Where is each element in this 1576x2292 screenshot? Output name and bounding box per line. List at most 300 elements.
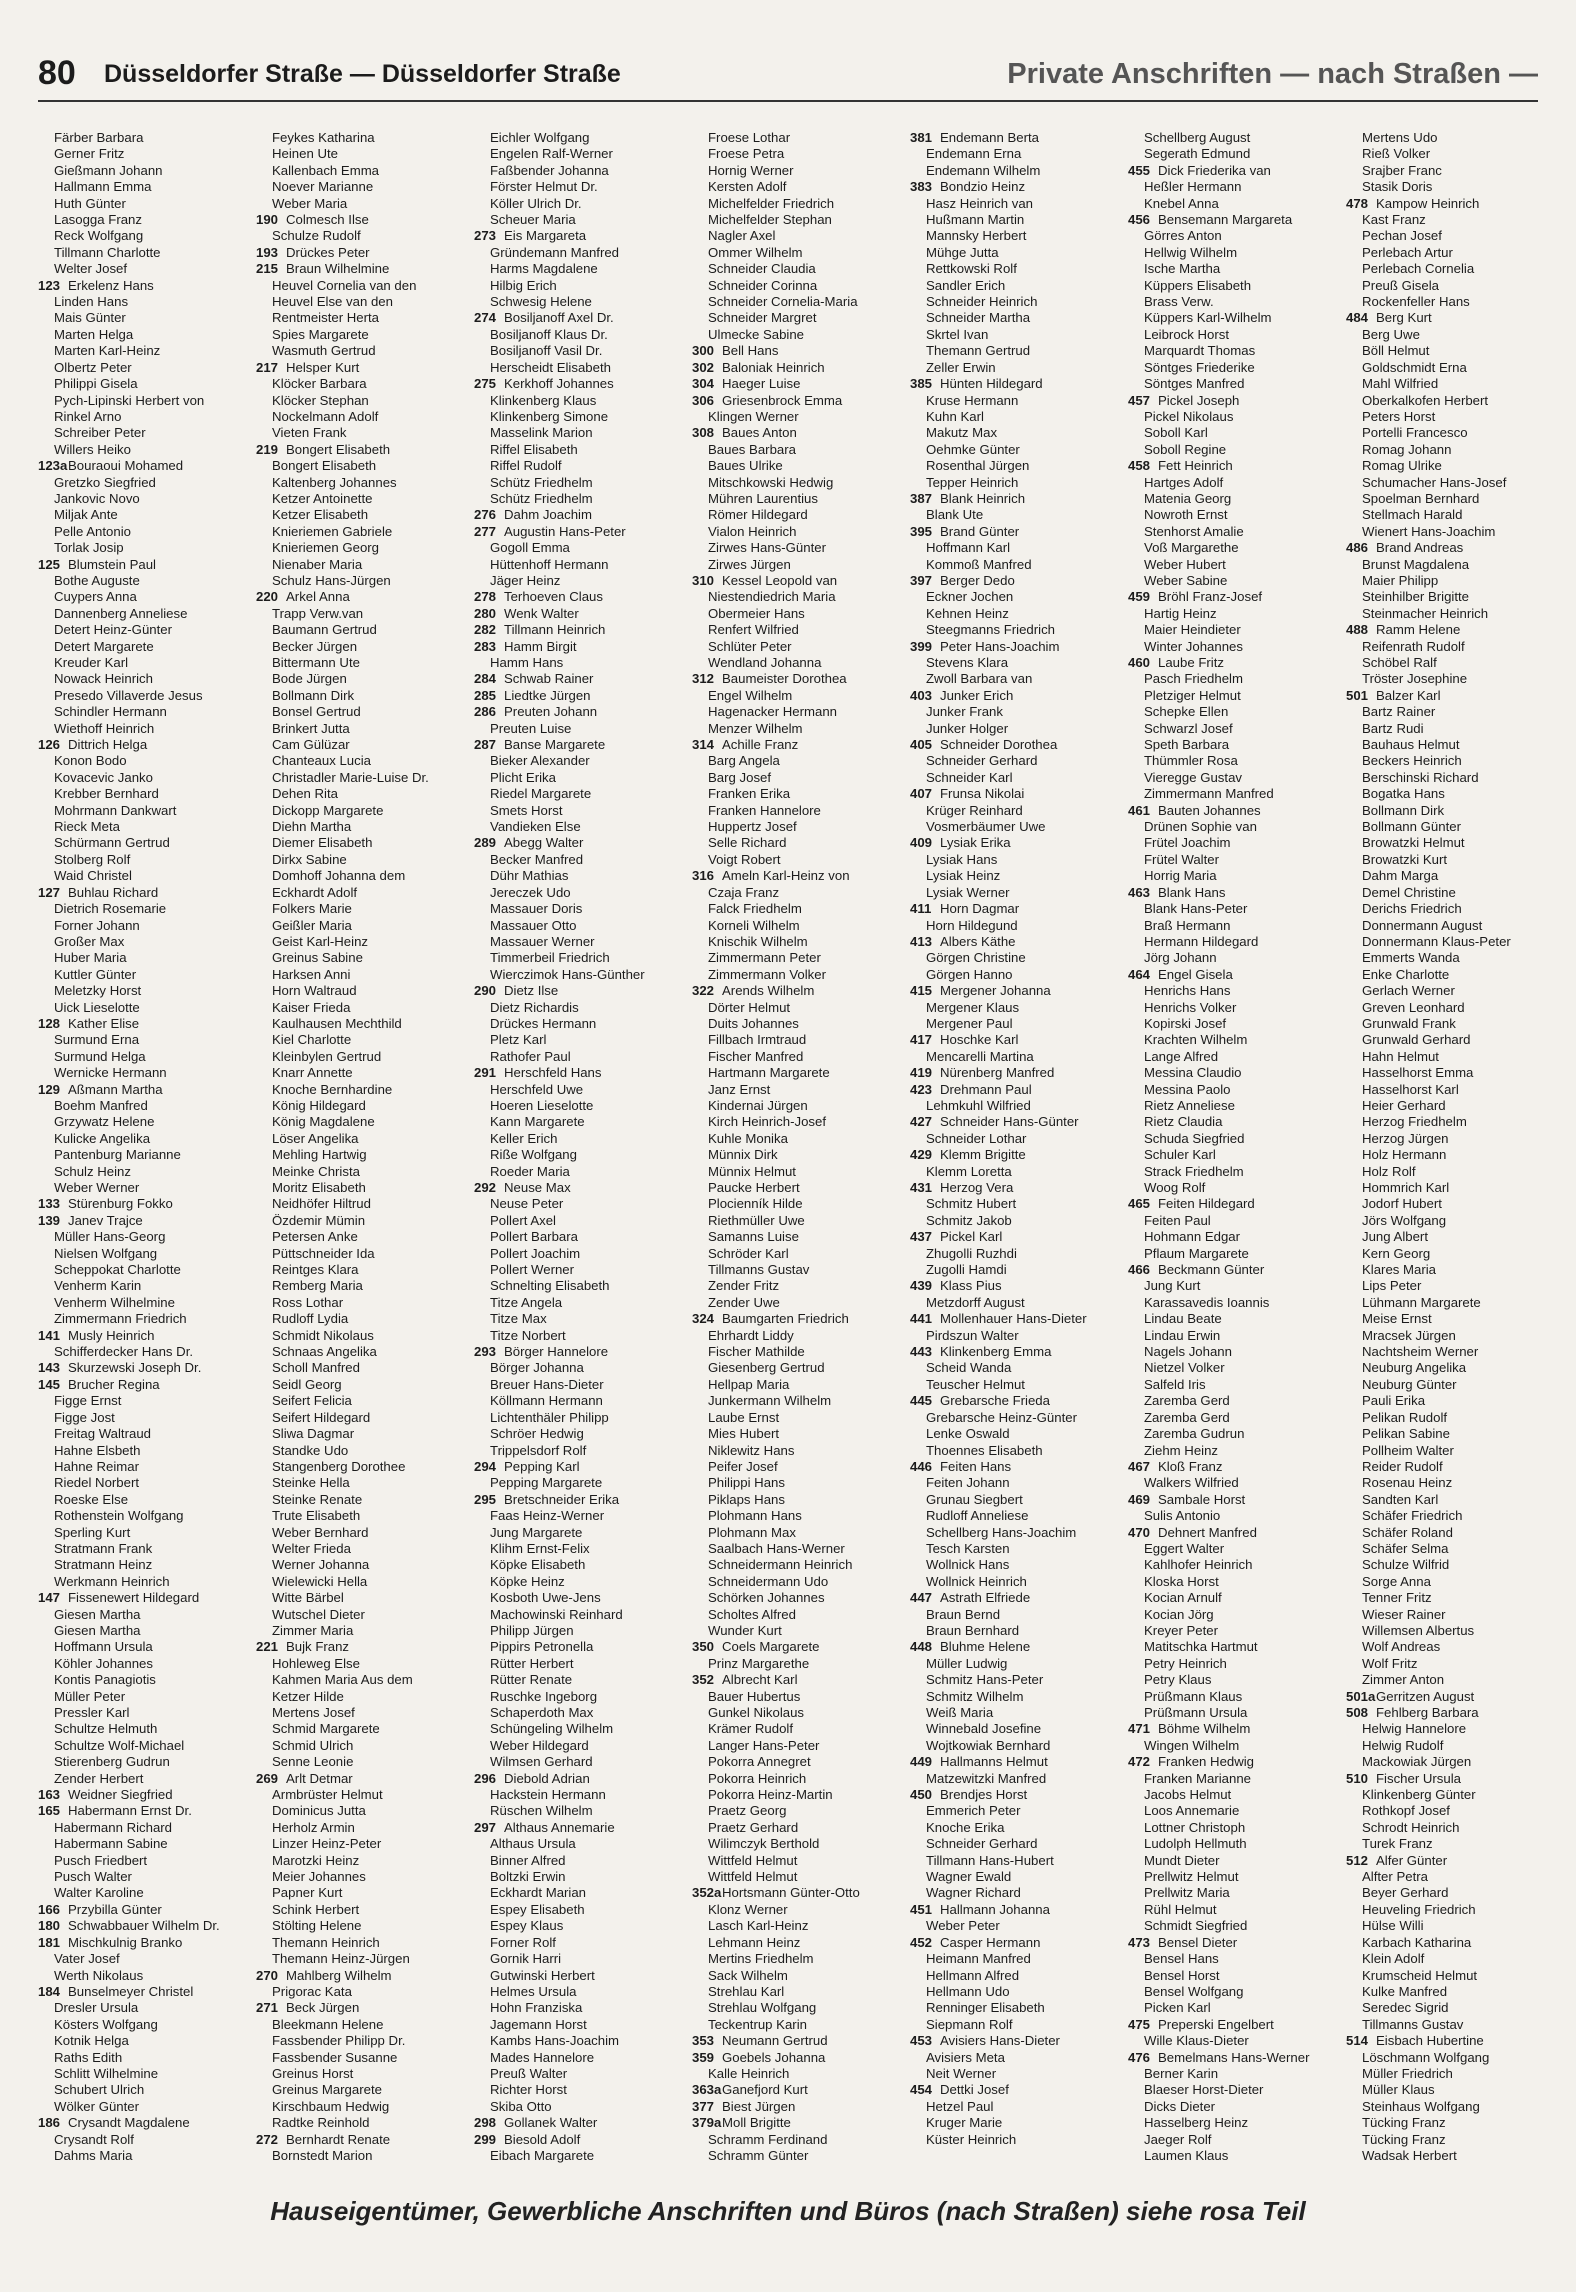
resident-name: Schneider Heinrich bbox=[926, 294, 1038, 310]
resident-name: Bemelmans Hans-Werner bbox=[1158, 2049, 1310, 2065]
resident-name: Hohn Franziska bbox=[490, 2000, 583, 2016]
resident-name: Dettki Josef bbox=[940, 2082, 1009, 2098]
directory-entry bbox=[692, 1508, 905, 1524]
resident-name: Fischer Ursula bbox=[1376, 1770, 1462, 1786]
directory-entry bbox=[1128, 934, 1341, 950]
resident-name: Schäfer Roland bbox=[1362, 1524, 1453, 1540]
resident-name: Wingen Wilhelm bbox=[1144, 1737, 1240, 1753]
resident-name: Sack Wilhelm bbox=[708, 1967, 788, 1983]
directory-entry bbox=[910, 606, 1123, 622]
resident-name: Wierczimok Hans-Günther bbox=[490, 966, 645, 982]
resident-name: Pasch Friedhelm bbox=[1144, 671, 1243, 687]
resident-name: Wernicke Hermann bbox=[54, 1065, 167, 1081]
directory-entry bbox=[256, 524, 469, 540]
resident-name: Bartz Rudi bbox=[1362, 720, 1424, 736]
directory-entry bbox=[910, 1180, 1123, 1196]
resident-name: Eichler Wolfgang bbox=[490, 130, 590, 145]
resident-name: Wenk Walter bbox=[504, 605, 579, 621]
directory-entry bbox=[474, 327, 687, 343]
resident-name: Engel Wilhelm bbox=[708, 687, 793, 703]
directory-entry bbox=[692, 901, 905, 917]
resident-name: Petersen Anke bbox=[272, 1229, 358, 1245]
directory-entry bbox=[38, 1672, 251, 1688]
resident-name: Neuburg Angelika bbox=[1362, 1360, 1467, 1376]
resident-name: Neuse Peter bbox=[490, 1196, 564, 1212]
directory-entry bbox=[256, 557, 469, 573]
directory-entry bbox=[692, 409, 905, 425]
resident-name: Winter Johannes bbox=[1144, 638, 1243, 654]
directory-entry bbox=[256, 360, 469, 376]
resident-name: Colmesch Ilse bbox=[286, 212, 369, 228]
resident-name: Klemm Loretta bbox=[926, 1163, 1012, 1179]
directory-entry bbox=[910, 1771, 1123, 1787]
resident-name: Kambs Hans-Joachim bbox=[490, 2033, 619, 2049]
directory-entry bbox=[474, 1935, 687, 1951]
directory-entry bbox=[1128, 1525, 1341, 1541]
resident-name: Schwab Rainer bbox=[504, 671, 594, 687]
directory-entry bbox=[38, 1443, 251, 1459]
house-number: 289 bbox=[474, 835, 497, 851]
directory-entry bbox=[1346, 1196, 1559, 1212]
directory-entry bbox=[474, 343, 687, 359]
directory-entry bbox=[910, 1754, 1123, 1770]
resident-name: Kontis Panagiotis bbox=[54, 1672, 156, 1688]
resident-name: Vieten Frank bbox=[272, 425, 347, 441]
directory-entry bbox=[1346, 589, 1559, 605]
resident-name: Avisiers Hans-Dieter bbox=[940, 2033, 1060, 2049]
resident-name: Nachtsheim Werner bbox=[1362, 1344, 1479, 1360]
directory-entry bbox=[474, 868, 687, 884]
directory-entry bbox=[474, 196, 687, 212]
resident-name: Fehlberg Barbara bbox=[1376, 1705, 1479, 1720]
resident-name: Petry Heinrich bbox=[1144, 1655, 1227, 1671]
directory-entry bbox=[474, 1525, 687, 1541]
directory-entry bbox=[474, 885, 687, 901]
resident-name: Boehm Manfred bbox=[54, 1097, 148, 1113]
resident-name: Erkelenz Hans bbox=[68, 277, 154, 293]
directory-entry bbox=[256, 294, 469, 310]
resident-name: Kaltenberg Johannes bbox=[272, 474, 397, 490]
resident-name: Blank Heinrich bbox=[940, 490, 1026, 506]
directory-entry bbox=[910, 376, 1123, 392]
directory-entry bbox=[910, 1295, 1123, 1311]
directory-entry bbox=[692, 1131, 905, 1147]
resident-name: Bornstedt Marion bbox=[272, 2147, 373, 2163]
house-number: 443 bbox=[910, 1344, 933, 1360]
directory-entry bbox=[910, 458, 1123, 474]
resident-name: Bretschneider Erika bbox=[504, 1491, 620, 1507]
directory-entry bbox=[1346, 967, 1559, 983]
directory-entry bbox=[692, 1885, 905, 1901]
directory-entry bbox=[1346, 983, 1559, 999]
resident-name: Weber Hubert bbox=[1144, 556, 1226, 572]
directory-entry bbox=[1346, 622, 1559, 638]
resident-name: Schnelting Elisabeth bbox=[490, 1278, 610, 1294]
directory-entry bbox=[1346, 606, 1559, 622]
resident-name: Praetz Gerhard bbox=[708, 1819, 799, 1835]
directory-entry bbox=[910, 2033, 1123, 2049]
directory-entry bbox=[256, 212, 469, 228]
directory-entry bbox=[692, 1984, 905, 2000]
resident-name: Kast Franz bbox=[1362, 212, 1426, 228]
directory-entry bbox=[1128, 425, 1341, 441]
directory-entry bbox=[1128, 524, 1341, 540]
directory-entry bbox=[38, 1787, 251, 1803]
house-number: 363a bbox=[692, 2082, 722, 2098]
directory-entry bbox=[256, 2148, 469, 2164]
resident-name: Schäfer Friedrich bbox=[1362, 1508, 1463, 1524]
house-number: 353 bbox=[692, 2033, 715, 2049]
house-number: 501a bbox=[1346, 1688, 1376, 1704]
resident-name: Kahlhofer Heinrich bbox=[1144, 1557, 1253, 1573]
resident-name: Schubert Ulrich bbox=[54, 2082, 145, 2098]
directory-entry bbox=[692, 179, 905, 195]
resident-name: Kulke Manfred bbox=[1362, 1983, 1448, 1999]
directory-entry bbox=[692, 1492, 905, 1508]
directory-entry bbox=[474, 721, 687, 737]
house-number: 184 bbox=[38, 1983, 61, 1999]
resident-name: Skrtel Ivan bbox=[926, 326, 989, 342]
directory-entry bbox=[1128, 1935, 1341, 1951]
resident-name: Kocian Jörg bbox=[1144, 1606, 1214, 1622]
directory-entry bbox=[1346, 261, 1559, 277]
directory-entry bbox=[692, 1754, 905, 1770]
resident-name: Ross Lothar bbox=[272, 1294, 344, 1310]
resident-name: Skurzewski Joseph Dr. bbox=[68, 1360, 202, 1376]
resident-name: Bittermann Ute bbox=[272, 655, 360, 670]
directory-entry bbox=[256, 1820, 469, 1836]
resident-name: Franken Marianne bbox=[1144, 1770, 1252, 1786]
directory-entry bbox=[256, 130, 469, 146]
resident-name: Kallenbach Emma bbox=[272, 162, 380, 178]
house-number: 141 bbox=[38, 1327, 61, 1343]
resident-name: Zirwes Jürgen bbox=[708, 556, 791, 572]
directory-entry bbox=[256, 1410, 469, 1426]
directory-entry bbox=[1346, 1213, 1559, 1229]
directory-entry bbox=[910, 1131, 1123, 1147]
resident-name: Eggert Walter bbox=[1144, 1540, 1225, 1556]
house-number: 123 bbox=[38, 277, 61, 293]
directory-entry bbox=[474, 557, 687, 573]
directory-entry bbox=[692, 278, 905, 294]
resident-name: Wollnick Hans bbox=[926, 1557, 1010, 1573]
resident-name: Eckhardt Adolf bbox=[272, 884, 358, 900]
directory-entry bbox=[1346, 2033, 1559, 2049]
directory-entry bbox=[1346, 163, 1559, 179]
resident-name: Bogatka Hans bbox=[1362, 786, 1445, 802]
directory-entry bbox=[38, 589, 251, 605]
directory-entry bbox=[38, 376, 251, 392]
resident-name: Fillbach Irmtraud bbox=[708, 1032, 807, 1048]
resident-name: Brunst Magdalena bbox=[1362, 556, 1470, 572]
resident-name: Schmitz Hans-Peter bbox=[926, 1672, 1044, 1688]
directory-entry bbox=[692, 1787, 905, 1803]
directory-entry bbox=[38, 1360, 251, 1376]
resident-name: Engel Gisela bbox=[1158, 966, 1233, 982]
resident-name: Bosiljanoff Axel Dr. bbox=[504, 310, 614, 326]
house-number: 290 bbox=[474, 983, 497, 999]
house-number: 271 bbox=[256, 2000, 279, 2016]
directory-entry bbox=[910, 1360, 1123, 1376]
resident-name: Kocian Arnulf bbox=[1144, 1590, 1222, 1606]
resident-name: Schulz Heinz bbox=[54, 1163, 131, 1179]
resident-name: Schellberg Hans-Joachim bbox=[926, 1524, 1077, 1540]
resident-name: Jung Kurt bbox=[1144, 1278, 1201, 1294]
resident-name: Bongert Elisabeth bbox=[286, 441, 391, 457]
resident-name: Klinkenberg Simone bbox=[490, 408, 609, 424]
resident-name: Alfer Günter bbox=[1376, 1852, 1448, 1868]
directory-entry bbox=[692, 1951, 905, 1967]
directory-entry bbox=[474, 1656, 687, 1672]
directory-entry bbox=[38, 1459, 251, 1475]
directory-entry bbox=[1346, 1262, 1559, 1278]
house-number: 145 bbox=[38, 1376, 61, 1392]
directory-entry bbox=[1346, 1508, 1559, 1524]
directory-entry bbox=[1128, 196, 1341, 212]
directory-columns bbox=[38, 130, 1538, 2170]
resident-name: Kruse Hermann bbox=[926, 392, 1019, 408]
resident-name: Schüngeling Wilhelm bbox=[490, 1721, 614, 1737]
directory-entry bbox=[1346, 1016, 1559, 1032]
directory-entry bbox=[910, 343, 1123, 359]
directory-entry bbox=[910, 557, 1123, 573]
directory-entry bbox=[910, 721, 1123, 737]
resident-name: Roeske Else bbox=[54, 1491, 129, 1507]
resident-name: Schulze Wilfrid bbox=[1362, 1557, 1450, 1573]
directory-entry bbox=[692, 507, 905, 523]
resident-name: Plocienník Hilde bbox=[708, 1196, 803, 1212]
directory-entry bbox=[474, 1771, 687, 1787]
resident-name: Machowinski Reinhard bbox=[490, 1606, 623, 1622]
resident-name: Kovacevic Janko bbox=[54, 769, 153, 785]
resident-name: Schaperdoth Max bbox=[490, 1705, 594, 1720]
directory-entry bbox=[910, 1459, 1123, 1475]
directory-entry bbox=[256, 1689, 469, 1705]
resident-name: Gerritzen August bbox=[1376, 1688, 1475, 1704]
directory-entry bbox=[1346, 2066, 1559, 2082]
directory-entry bbox=[910, 507, 1123, 523]
directory-entry bbox=[910, 639, 1123, 655]
directory-entry bbox=[1346, 1689, 1559, 1705]
directory-entry bbox=[1346, 2000, 1559, 2016]
directory-entry bbox=[38, 1820, 251, 1836]
house-number: 190 bbox=[256, 212, 279, 228]
directory-entry bbox=[1128, 1869, 1341, 1885]
resident-name: Hasz Heinrich van bbox=[926, 195, 1034, 211]
directory-entry bbox=[38, 475, 251, 491]
resident-name: Papner Kurt bbox=[272, 1885, 343, 1901]
resident-name: Brendjes Horst bbox=[940, 1787, 1028, 1803]
resident-name: Marotzki Heinz bbox=[272, 1852, 360, 1868]
resident-name: Brucher Regina bbox=[68, 1376, 160, 1392]
resident-name: Menzer Wilhelm bbox=[708, 720, 803, 736]
directory-entry bbox=[474, 1229, 687, 1245]
resident-name: Münnix Helmut bbox=[708, 1163, 796, 1179]
resident-name: Feiten Johann bbox=[926, 1475, 1010, 1491]
directory-entry bbox=[1346, 770, 1559, 786]
directory-entry bbox=[256, 934, 469, 950]
directory-entry bbox=[38, 901, 251, 917]
directory-entry bbox=[38, 885, 251, 901]
house-number: 447 bbox=[910, 1590, 933, 1606]
resident-name: Tillmann Charlotte bbox=[54, 244, 161, 260]
resident-name: Ulmecke Sabine bbox=[708, 326, 805, 342]
directory-entry bbox=[692, 327, 905, 343]
directory-entry bbox=[1346, 1098, 1559, 1114]
resident-name: Riffel Elisabeth bbox=[490, 441, 578, 457]
directory-entry bbox=[692, 589, 905, 605]
directory-entry bbox=[38, 442, 251, 458]
directory-entry bbox=[1128, 409, 1341, 425]
directory-entry bbox=[692, 163, 905, 179]
house-number: 484 bbox=[1346, 310, 1369, 326]
directory-entry bbox=[256, 1705, 469, 1721]
header-divider bbox=[38, 100, 1538, 102]
resident-name: Freitag Waltraud bbox=[54, 1426, 151, 1442]
resident-name: Bosiljanoff Klaus Dr. bbox=[490, 326, 608, 342]
resident-name: Willemsen Albertus bbox=[1362, 1622, 1475, 1638]
resident-name: Grunau Siegbert bbox=[926, 1491, 1023, 1507]
directory-entry bbox=[256, 622, 469, 638]
resident-name: Klöcker Stephan bbox=[272, 392, 369, 408]
directory-entry bbox=[1128, 1016, 1341, 1032]
resident-name: Sulis Antonio bbox=[1144, 1508, 1221, 1524]
resident-name: Helwig Rudolf bbox=[1362, 1737, 1444, 1753]
directory-entry bbox=[692, 1459, 905, 1475]
resident-name: Müller Hans-Georg bbox=[54, 1229, 166, 1245]
resident-name: Gunkel Nikolaus bbox=[708, 1705, 805, 1720]
house-number: 274 bbox=[474, 310, 497, 326]
house-number: 411 bbox=[910, 901, 932, 917]
house-number: 427 bbox=[910, 1114, 933, 1130]
resident-name: Noever Marianne bbox=[272, 179, 374, 195]
resident-name: Hellpap Maria bbox=[708, 1376, 790, 1392]
directory-entry bbox=[38, 1902, 251, 1918]
resident-name: Scholtes Alfred bbox=[708, 1606, 796, 1622]
house-number: 405 bbox=[910, 737, 933, 753]
directory-entry bbox=[910, 327, 1123, 343]
resident-name: Berschinski Richard bbox=[1362, 769, 1479, 785]
directory-entry bbox=[38, 835, 251, 851]
directory-entry bbox=[474, 1016, 687, 1032]
house-number: 473 bbox=[1128, 1934, 1151, 1950]
directory-entry bbox=[1128, 2132, 1341, 2148]
directory-entry bbox=[38, 2082, 251, 2098]
directory-entry bbox=[474, 1968, 687, 1984]
directory-entry bbox=[256, 1721, 469, 1737]
directory-entry bbox=[910, 1787, 1123, 1803]
resident-name: Riedel Norbert bbox=[54, 1475, 140, 1491]
resident-name: Neidhöfer Hiltrud bbox=[272, 1196, 371, 1212]
directory-entry bbox=[910, 983, 1123, 999]
directory-entry bbox=[1346, 1065, 1559, 1081]
resident-name: Pletziger Helmut bbox=[1144, 687, 1241, 703]
directory-entry bbox=[1128, 1607, 1341, 1623]
directory-entry bbox=[692, 1902, 905, 1918]
directory-entry bbox=[692, 212, 905, 228]
directory-entry bbox=[1346, 1918, 1559, 1934]
house-number: 352a bbox=[692, 1885, 722, 1901]
directory-entry bbox=[1128, 1213, 1341, 1229]
resident-name: Habermann Sabine bbox=[54, 1836, 168, 1852]
directory-entry bbox=[474, 1836, 687, 1852]
resident-name: Lips Peter bbox=[1362, 1278, 1422, 1294]
resident-name: Mertens Udo bbox=[1362, 130, 1438, 145]
house-number: 139 bbox=[38, 1212, 61, 1228]
directory-entry bbox=[1128, 918, 1341, 934]
directory-entry bbox=[1346, 2017, 1559, 2033]
resident-name: Lysiak Erika bbox=[940, 835, 1011, 851]
resident-name: Diehn Martha bbox=[272, 819, 352, 835]
directory-entry bbox=[910, 1475, 1123, 1491]
directory-entry bbox=[1128, 1328, 1341, 1344]
resident-name: Löschmann Wolfgang bbox=[1362, 2049, 1490, 2065]
directory-entry bbox=[1128, 1754, 1341, 1770]
directory-entry bbox=[1128, 458, 1341, 474]
resident-name: Schmitz Jakob bbox=[926, 1212, 1012, 1228]
directory-entry bbox=[692, 1032, 905, 1048]
resident-name: König Magdalene bbox=[272, 1114, 375, 1130]
directory-entry bbox=[692, 1393, 905, 1409]
directory-entry bbox=[38, 737, 251, 753]
resident-name: Giesen Martha bbox=[54, 1606, 141, 1622]
directory-entry bbox=[1128, 1918, 1341, 1934]
directory-entry bbox=[474, 1246, 687, 1262]
directory-entry bbox=[1128, 671, 1341, 687]
resident-name: Habermann Richard bbox=[54, 1819, 173, 1835]
resident-name: Schumacher Hans-Josef bbox=[1362, 474, 1507, 490]
resident-name: Demel Christine bbox=[1362, 884, 1456, 900]
resident-name: Mencarelli Martina bbox=[926, 1048, 1034, 1064]
resident-name: Steinke Renate bbox=[272, 1491, 363, 1507]
resident-name: Bollmann Dirk bbox=[272, 687, 355, 703]
directory-entry bbox=[256, 425, 469, 441]
directory-entry bbox=[474, 376, 687, 392]
resident-name: Rütter Herbert bbox=[490, 1655, 574, 1671]
directory-entry bbox=[38, 1098, 251, 1114]
directory-entry bbox=[1128, 540, 1341, 556]
directory-entry bbox=[474, 278, 687, 294]
directory-entry bbox=[910, 1328, 1123, 1344]
directory-entry bbox=[910, 475, 1123, 491]
resident-name: Kirschbaum Hedwig bbox=[272, 2098, 390, 2114]
directory-entry bbox=[910, 2000, 1123, 2016]
resident-name: Schneider Lothar bbox=[926, 1130, 1027, 1146]
resident-name: Müller Ludwig bbox=[926, 1655, 1008, 1671]
resident-name: Vandieken Else bbox=[490, 819, 581, 835]
directory-entry bbox=[692, 1918, 905, 1934]
resident-name: Geißler Maria bbox=[272, 917, 352, 933]
resident-name: Hilbig Erich bbox=[490, 277, 557, 293]
resident-name: Braß Hermann bbox=[1144, 917, 1231, 933]
resident-name: Oehmke Günter bbox=[926, 441, 1020, 457]
house-number: 439 bbox=[910, 1278, 933, 1294]
resident-name: Baloniak Heinrich bbox=[722, 359, 825, 375]
directory-entry bbox=[38, 409, 251, 425]
resident-name: Cuypers Anna bbox=[54, 589, 137, 605]
directory-entry bbox=[1128, 1574, 1341, 1590]
directory-entry bbox=[910, 671, 1123, 687]
resident-name: Mackowiak Jürgen bbox=[1362, 1754, 1472, 1770]
resident-name: Keller Erich bbox=[490, 1130, 558, 1146]
house-number: 514 bbox=[1346, 2033, 1369, 2049]
resident-name: Preperski Engelbert bbox=[1158, 2016, 1274, 2032]
resident-name: Dicks Dieter bbox=[1144, 2098, 1216, 2114]
resident-name: Bouraoui Mohamed bbox=[68, 458, 184, 474]
directory-entry bbox=[1346, 1885, 1559, 1901]
directory-entry bbox=[1346, 1360, 1559, 1376]
directory-entry bbox=[256, 2017, 469, 2033]
